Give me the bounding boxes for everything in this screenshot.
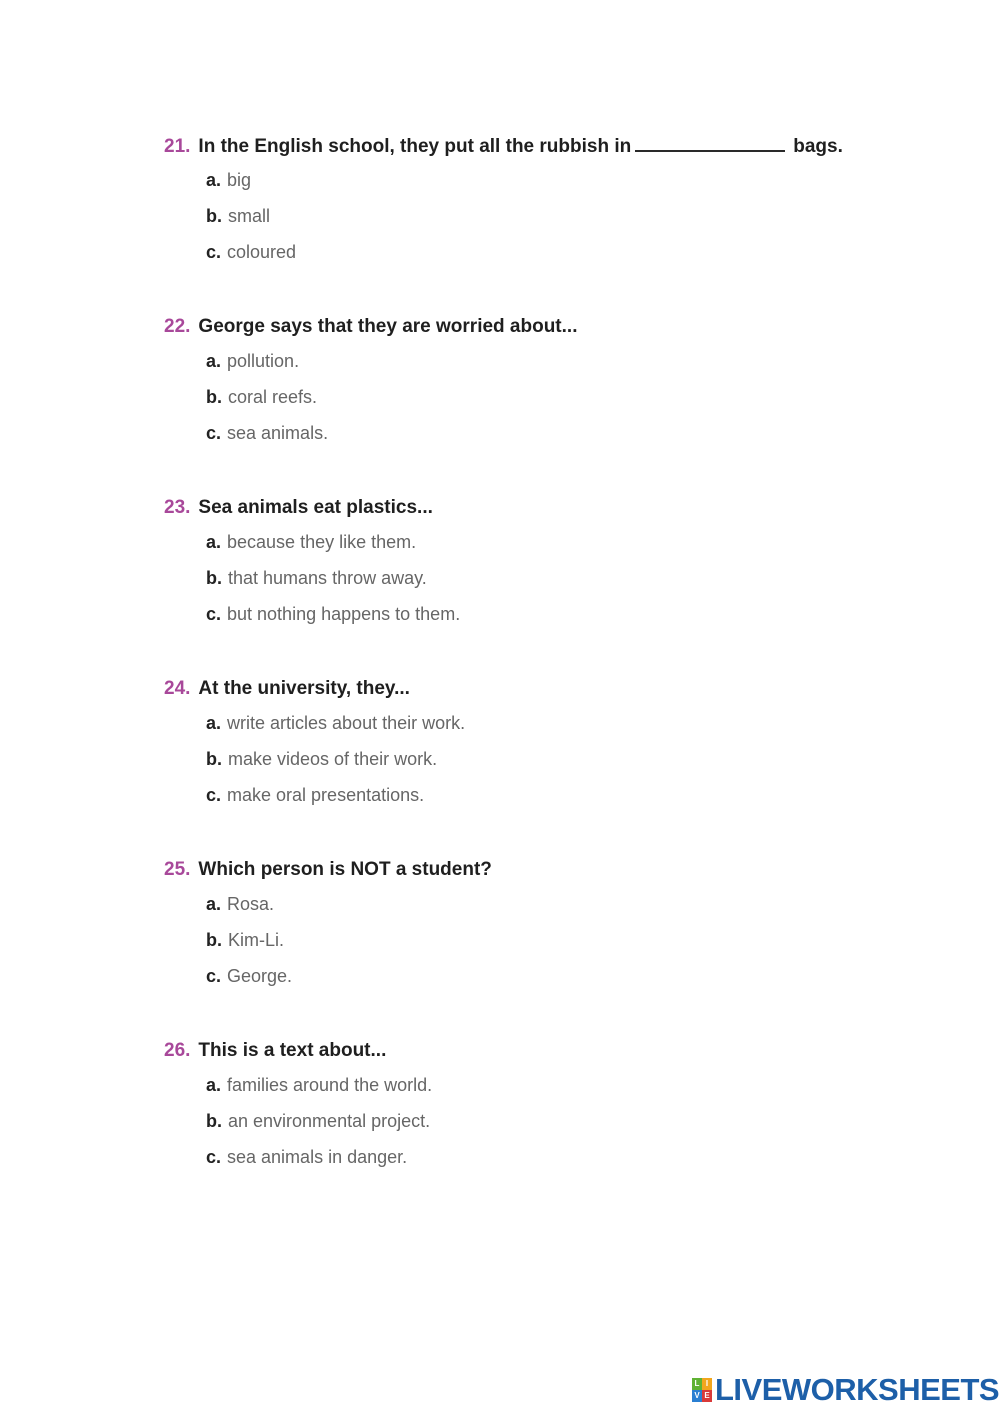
option-text: but nothing happens to them. xyxy=(227,604,461,624)
option-letter: a. xyxy=(206,170,222,190)
option-list xyxy=(206,524,460,632)
option-letter: a. xyxy=(206,713,222,733)
option-letter: c. xyxy=(206,423,222,443)
question-text: This is a text about... xyxy=(198,1040,387,1061)
option-c[interactable] xyxy=(206,415,328,451)
option-list xyxy=(206,705,465,813)
liveworksheets-logo[interactable] xyxy=(692,1372,999,1408)
answer-blank[interactable] xyxy=(635,134,785,152)
option-b[interactable] xyxy=(206,922,292,958)
option-c[interactable] xyxy=(206,777,465,813)
option-c[interactable] xyxy=(206,958,292,994)
question-text-after: bags. xyxy=(793,136,843,157)
option-a[interactable] xyxy=(206,1067,432,1103)
option-text: sea animals. xyxy=(227,423,329,443)
option-list xyxy=(206,886,292,994)
question-24-heading xyxy=(164,677,924,701)
option-a[interactable] xyxy=(206,705,465,741)
question-25 xyxy=(164,858,924,986)
question-22 xyxy=(164,315,924,443)
option-a[interactable] xyxy=(206,886,292,922)
option-letter: b. xyxy=(206,206,222,226)
question-number: 21. xyxy=(164,136,191,157)
option-a[interactable] xyxy=(206,524,460,560)
option-text: families around the world. xyxy=(227,1075,433,1095)
option-letter: b. xyxy=(206,749,222,769)
option-text: Kim-Li. xyxy=(228,930,285,950)
option-b[interactable] xyxy=(206,560,460,596)
logo-letter: I xyxy=(702,1378,712,1390)
option-text: coloured xyxy=(227,242,297,262)
option-list xyxy=(206,1067,432,1175)
option-text: that humans throw away. xyxy=(228,568,427,588)
question-24 xyxy=(164,677,924,805)
option-list xyxy=(206,162,296,270)
question-number: 22. xyxy=(164,316,191,337)
option-b[interactable] xyxy=(206,198,296,234)
option-letter: c. xyxy=(206,966,222,986)
option-text: make oral presentations. xyxy=(227,785,425,805)
question-21 xyxy=(164,134,924,262)
question-number: 25. xyxy=(164,859,191,880)
option-letter: a. xyxy=(206,351,222,371)
option-b[interactable] xyxy=(206,379,328,415)
option-text: small xyxy=(228,206,271,226)
option-letter: b. xyxy=(206,568,222,588)
question-25-heading xyxy=(164,858,924,882)
option-c[interactable] xyxy=(206,596,460,632)
option-b[interactable] xyxy=(206,1103,432,1139)
logo-letter: E xyxy=(702,1390,712,1402)
logo-letter: L xyxy=(692,1378,702,1390)
option-letter: a. xyxy=(206,894,222,914)
question-26 xyxy=(164,1039,924,1167)
option-c[interactable] xyxy=(206,1139,432,1175)
option-text: make videos of their work. xyxy=(228,749,438,769)
option-letter: c. xyxy=(206,242,222,262)
option-letter: c. xyxy=(206,785,222,805)
option-letter: b. xyxy=(206,930,222,950)
question-text: Which person is NOT a student? xyxy=(198,859,492,880)
question-number: 23. xyxy=(164,497,191,518)
option-text: coral reefs. xyxy=(228,387,318,407)
option-text: George. xyxy=(227,966,293,986)
question-23 xyxy=(164,496,924,624)
option-a[interactable] xyxy=(206,343,328,379)
question-23-heading xyxy=(164,496,924,520)
option-letter: b. xyxy=(206,387,222,407)
question-26-heading xyxy=(164,1039,924,1063)
question-21-heading xyxy=(164,134,924,158)
option-text: an environmental project. xyxy=(228,1111,431,1131)
option-letter: b. xyxy=(206,1111,222,1131)
question-number: 26. xyxy=(164,1040,191,1061)
question-text: Sea animals eat plastics... xyxy=(198,497,433,518)
option-text: because they like them. xyxy=(227,532,417,552)
option-letter: c. xyxy=(206,604,222,624)
option-letter: c. xyxy=(206,1147,222,1167)
logo-letter: V xyxy=(692,1390,702,1402)
question-text: George says that they are worried about... xyxy=(198,316,578,337)
option-text: Rosa. xyxy=(227,894,275,914)
option-text: sea animals in danger. xyxy=(227,1147,408,1167)
logo-wordmark: LIVEWORKSHEETS xyxy=(715,1372,1000,1407)
option-b[interactable] xyxy=(206,741,465,777)
option-text: pollution. xyxy=(227,351,300,371)
question-text: In the English school, they put all the rubbish in xyxy=(198,136,632,157)
option-c[interactable] xyxy=(206,234,296,270)
question-number: 24. xyxy=(164,678,191,699)
option-letter: a. xyxy=(206,532,222,552)
option-text: big xyxy=(227,170,252,190)
question-22-heading xyxy=(164,315,924,339)
option-a[interactable] xyxy=(206,162,296,198)
option-text: write articles about their work. xyxy=(227,713,466,733)
liveworksheets-grid-icon xyxy=(692,1378,712,1402)
question-text: At the university, they... xyxy=(198,678,410,699)
option-list xyxy=(206,343,328,451)
option-letter: a. xyxy=(206,1075,222,1095)
